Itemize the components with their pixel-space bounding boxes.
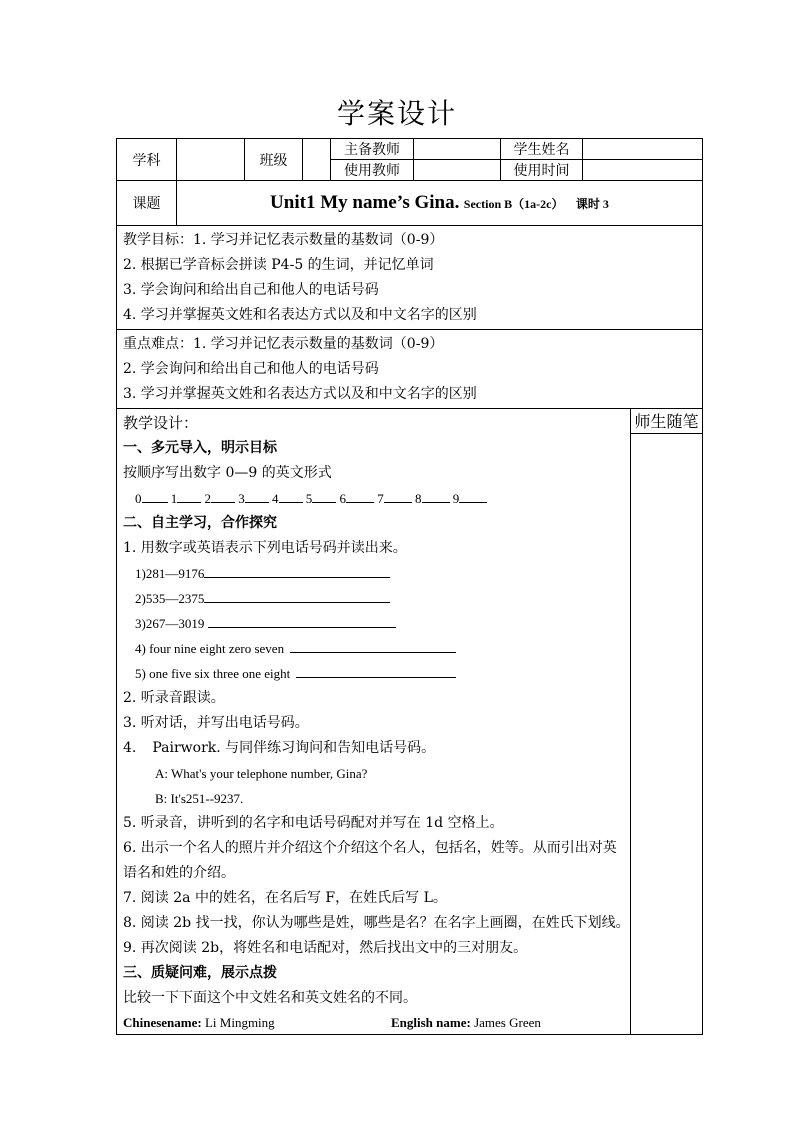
phone-item: 5) one five six three one eight <box>117 661 630 686</box>
task-9: 9. 再次阅读 2b，将姓名和电话配对，然后找出文中的三对朋友。 <box>123 940 528 956</box>
use-time-value[interactable] <box>583 160 703 181</box>
phone-item: 4) four nine eight zero seven <box>117 636 630 661</box>
part2-heading: 二、自主学习，合作探究 <box>123 515 277 531</box>
part3-task: 比较一下下面这个中文姓名和英文姓名的不同。 <box>123 990 417 1006</box>
objective-item: 3. 学会询问和给出自己和他人的电话号码 <box>123 282 379 298</box>
part3-heading: 三、质疑问难，展示点拨 <box>123 965 277 981</box>
dialog-b: B: It's251--9237. <box>155 791 244 806</box>
topic-cell <box>177 181 703 226</box>
task-5: 5. 听录音，讲听到的名字和电话号码配对并写在 1d 空格上。 <box>123 815 504 831</box>
objectives-cell <box>117 226 703 330</box>
task-7: 7. 阅读 2a 中的姓名，在名后写 F，在姓氏后写 L。 <box>123 890 447 906</box>
phone-item: 1)281—9176 <box>117 561 630 586</box>
task-4: 4. Pairwork. 与同伴练习询问和告知电话号码。 <box>123 740 436 756</box>
class-label: 班级 <box>245 139 303 181</box>
teacher-notes-column <box>631 409 703 1035</box>
english-name: English name: James Green <box>391 1015 541 1030</box>
design-label: 教学设计： <box>123 414 199 432</box>
key-point-item: 3. 学习并掌握英文姓和名表达方式以及和中文名字的区别 <box>123 386 477 402</box>
using-teacher-value[interactable] <box>414 160 501 181</box>
task-6: 6. 出示一个名人的照片并介绍这个介绍这个名人，包括名，姓等。从而引出对英语名和姓的介绍。 <box>123 840 617 881</box>
part1-heading: 一、多元导入，明示目标 <box>123 440 277 456</box>
objective-item: 4. 学习并掌握英文姓和名表达方式以及和中文名字的区别 <box>123 307 477 323</box>
student-name-value[interactable] <box>583 139 703 160</box>
key-point-item: 2. 学会询问和给出自己和他人的电话号码 <box>123 361 379 377</box>
lesson-plan-table <box>116 138 703 1035</box>
topic-period: 课时 3 <box>575 197 609 211</box>
lead-teacher-value[interactable] <box>414 139 501 160</box>
objective-item: 2. 根据已学音标会拼读 P4-5 的生词，并记忆单词 <box>123 257 434 273</box>
dialog-a: A: What's your telephone number, Gina? <box>155 766 368 781</box>
use-time-label: 使用时间 <box>501 160 583 181</box>
topic-label: 课题 <box>117 181 177 226</box>
name-compare-row <box>117 1011 630 1034</box>
phone-item: 2)535—2375 <box>117 586 630 611</box>
key-points-label: 重点难点： <box>123 336 193 352</box>
part1-task: 按顺序写出数字 0—9 的英文形式 <box>123 465 332 481</box>
document-title: 学案设计 <box>336 97 457 130</box>
topic-title: Unit1 My name’s Gina. <box>270 192 460 213</box>
class-value[interactable] <box>303 139 331 181</box>
objective-item: 教学目标：1. 学习并记忆表示数量的基数词（0-9） <box>123 232 444 248</box>
lead-teacher-label: 主备教师 <box>331 139 414 160</box>
task-2: 2. 听录音跟读。 <box>123 690 225 706</box>
task-3: 3. 听对话，并写出电话号码。 <box>123 715 309 731</box>
subject-value[interactable] <box>177 139 245 181</box>
using-teacher-label: 使用教师 <box>331 160 414 181</box>
digits-fill-line: 0 1 2 3 4 5 6 7 8 9 <box>117 486 630 511</box>
topic-section: Section B（1a-2c） <box>463 197 564 211</box>
chinese-name: Chinesename: Li Mingming <box>123 1015 275 1030</box>
student-name-label: 学生姓名 <box>501 139 583 160</box>
objectives-label: 教学目标： <box>123 232 193 248</box>
subject-label: 学科 <box>117 139 177 181</box>
key-points-cell <box>117 330 703 409</box>
task-1: 1. 用数字或英语表示下列电话号码并读出来。 <box>123 540 407 556</box>
design-cell <box>117 409 631 1035</box>
phone-item: 3)267—3019 <box>117 611 630 636</box>
task-8: 8. 阅读 2b 找一找，你认为哪些是姓，哪些是名？在名字上画圈，在姓氏下划线。 <box>123 915 630 931</box>
teacher-notes-label: 师生随笔 <box>631 409 702 434</box>
key-point-item: 重点难点：1. 学习并记忆表示数量的基数词（0-9） <box>123 336 444 352</box>
